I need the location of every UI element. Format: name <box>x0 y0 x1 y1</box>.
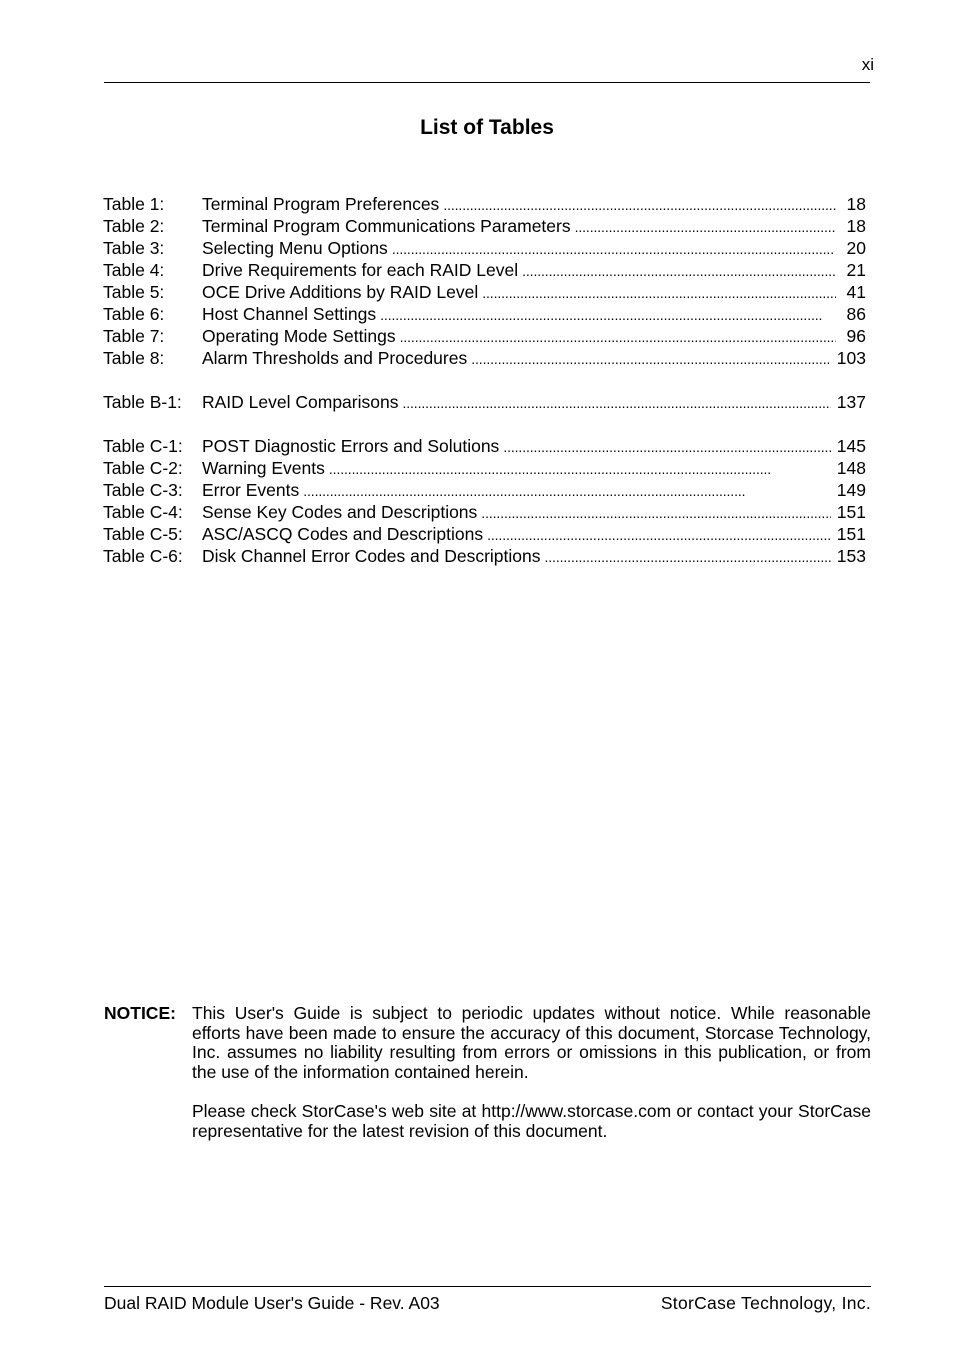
dot-leader <box>471 348 831 370</box>
dot-leader <box>575 216 836 238</box>
toc-entry[interactable] <box>103 501 866 523</box>
toc-entry-title: POST Diagnostic Errors and Solutions <box>202 436 500 456</box>
dot-leader <box>544 546 830 568</box>
notice-body <box>192 1004 871 1141</box>
dot-leader <box>503 436 830 458</box>
notice-paragraph: This User's Guide is subject to periodic updates without notice. While reasonable efforts have been made to ensure the accuracy of this document, Storcase Technology, Inc. assumes no liability resulting from errors or omissions in this publication, or from the use of the information contained herein. <box>192 1003 871 1082</box>
footer-rule <box>104 1286 871 1287</box>
toc-entry[interactable] <box>103 435 866 457</box>
toc-entry-title: OCE Drive Additions by RAID Level <box>202 282 479 302</box>
toc-entry-number: Table 5: <box>103 282 165 302</box>
toc-entry[interactable] <box>103 193 866 215</box>
toc-entry-page: 86 <box>846 304 866 324</box>
toc-entry-number: Table C-5: <box>103 524 183 544</box>
toc-entry-number: Table 4: <box>103 260 165 280</box>
toc-entry-page: 20 <box>846 238 866 258</box>
dot-leader <box>329 458 831 480</box>
toc-entry-number: Table C-3: <box>103 480 183 500</box>
dot-leader <box>303 480 831 502</box>
list-of-tables <box>103 193 866 589</box>
toc-group <box>103 391 866 413</box>
dot-leader <box>402 392 830 414</box>
toc-entry-page: 96 <box>846 326 866 346</box>
toc-entry[interactable] <box>103 479 866 501</box>
toc-entry-number: Table 6: <box>103 304 165 324</box>
toc-entry-title: ASC/ASCQ Codes and Descriptions <box>202 524 484 544</box>
toc-entry-number: Table 3: <box>103 238 165 258</box>
toc-entry-title: Warning Events <box>202 458 325 478</box>
toc-entry-number: Table 8: <box>103 348 165 368</box>
toc-entry-page: 151 <box>836 502 866 522</box>
footer-company: StorCase Technology, Inc. <box>660 1293 871 1313</box>
toc-entry-number: Table 2: <box>103 216 165 236</box>
toc-entry-title: Selecting Menu Options <box>202 238 388 258</box>
toc-entry[interactable] <box>103 523 866 545</box>
toc-entry-page: 103 <box>836 348 866 368</box>
dot-leader <box>487 524 831 546</box>
dot-leader <box>400 326 836 348</box>
toc-entry[interactable] <box>103 347 866 369</box>
toc-entry-title: Sense Key Codes and Descriptions <box>202 502 478 522</box>
toc-entry-page: 137 <box>836 392 866 412</box>
toc-entry-title: Terminal Program Preferences <box>202 194 440 214</box>
toc-entry-number: Table C-1: <box>103 436 183 456</box>
toc-entry[interactable] <box>103 281 866 303</box>
toc-entry-number: Table B-1: <box>103 392 182 412</box>
toc-entry-title: Alarm Thresholds and Procedures <box>202 348 468 368</box>
toc-entry-number: Table 7: <box>103 326 165 346</box>
toc-entry[interactable] <box>103 237 866 259</box>
toc-entry-title: Drive Requirements for each RAID Level <box>202 260 519 280</box>
dot-leader <box>482 282 836 304</box>
toc-entry-number: Table C-2: <box>103 458 183 478</box>
dot-leader <box>380 304 836 326</box>
dot-leader <box>392 238 836 260</box>
toc-entry-page: 145 <box>836 436 866 456</box>
toc-entry[interactable] <box>103 457 866 479</box>
toc-entry-title: Terminal Program Communications Parameters <box>202 216 571 236</box>
toc-entry-title: Error Events <box>202 480 300 500</box>
toc-entry-page: 148 <box>836 458 866 478</box>
toc-entry-page: 149 <box>836 480 866 500</box>
toc-entry-page: 151 <box>836 524 866 544</box>
toc-entry-page: 18 <box>846 194 866 214</box>
toc-group <box>103 193 866 369</box>
dot-leader <box>481 502 831 524</box>
footer-document-title: Dual RAID Module User's Guide - Rev. A03 <box>104 1293 440 1313</box>
toc-entry[interactable] <box>103 545 866 567</box>
toc-entry[interactable] <box>103 215 866 237</box>
toc-entry-title: Operating Mode Settings <box>202 326 396 346</box>
toc-entry-number: Table C-4: <box>103 502 183 522</box>
header-rule <box>104 82 870 83</box>
toc-entry-title: Disk Channel Error Codes and Descriptions <box>202 546 541 566</box>
toc-entry-title: RAID Level Comparisons <box>202 392 399 412</box>
toc-entry[interactable] <box>103 259 866 281</box>
page-title: List of Tables <box>420 116 554 139</box>
toc-entry-page: 41 <box>846 282 866 302</box>
notice-label: NOTICE: <box>104 1003 176 1023</box>
toc-entry[interactable] <box>103 391 866 413</box>
toc-entry-page: 18 <box>846 216 866 236</box>
toc-group <box>103 435 866 567</box>
toc-entry-page: 153 <box>836 546 866 566</box>
toc-entry-number: Table C-6: <box>103 546 183 566</box>
dot-leader <box>443 194 836 216</box>
notice-paragraph: Please check StorCase's web site at http://www.storcase.com or contact your StorCase representative for the latest revision of this document. <box>192 1100 871 1141</box>
dot-leader <box>522 260 836 282</box>
page-number: xi <box>861 55 874 74</box>
toc-entry-number: Table 1: <box>103 194 165 214</box>
toc-entry[interactable] <box>103 303 866 325</box>
toc-entry[interactable] <box>103 325 866 347</box>
toc-entry-page: 21 <box>846 260 866 280</box>
notice-block <box>104 1004 871 1161</box>
toc-entry-title: Host Channel Settings <box>202 304 377 324</box>
